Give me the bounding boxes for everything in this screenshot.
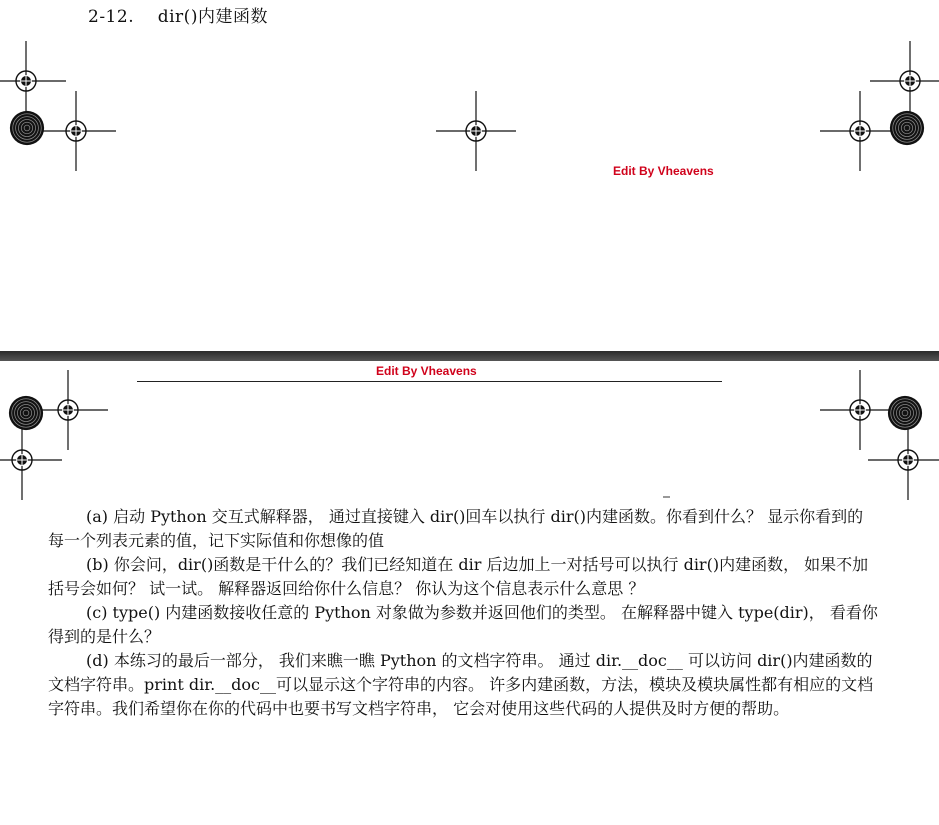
exercise-heading: [88, 2, 268, 27]
registration-crosshair-icon: [436, 91, 516, 171]
registration-crosshair-icon: [0, 420, 62, 500]
watermark-bottom: Edit By Vheavens: [376, 364, 477, 378]
exercise-part-a: (a) 启动 Python 交互式解释器， 通过直接键入 dir()回车以执行 dir()内建函数。你看到什么？ 显示你看到的每一个列表元素的值，记下实际值和你想像的值: [48, 507, 864, 550]
stray-mark: [663, 496, 670, 498]
exercise-number: 2-12.: [88, 7, 135, 27]
target-mark-icon: [7, 394, 45, 432]
target-mark-icon: [888, 109, 926, 147]
page-divider: [0, 351, 939, 361]
target-mark-icon: [886, 394, 924, 432]
exercise-part-c: (c) type() 内建函数接收任意的 Python 对象做为参数并返回他们的类型。 在解释器中键入 type(dir)， 看看你得到的是什么？: [48, 603, 878, 646]
registration-crosshair-icon: [868, 420, 939, 500]
watermark-top: Edit By Vheavens: [613, 164, 714, 178]
exercise-part-b: (b) 你会问，dir()函数是干什么的？我们已经知道在 dir 后边加上一对括号可以执行 dir()内建函数， 如果不加括号会如何？ 试一试。 解释器返回给你什么信息？ 你认为这个信息表示什么意思 ？: [48, 555, 869, 598]
exercise-title: dir()内建函数: [157, 7, 268, 27]
exercise-part-d: (d) 本练习的最后一部分， 我们来瞧一瞧 Python 的文档字符串。 通过 dir.__doc__ 可以访问 dir()内建函数的文档字符串。print dir.__doc__可以显示这个字符串的内容。 许多内建函数，方法，模块及模块属性都有相应的文档字符串。我们希望你在你的代码中也要书写文档字符串， 它会对使用这些代码的人提供及时方便的帮助。: [48, 651, 874, 718]
exercise-body: [48, 505, 878, 721]
registration-crosshair-icon: [36, 91, 116, 171]
header-rule: [137, 381, 722, 382]
target-mark-icon: [8, 109, 46, 147]
